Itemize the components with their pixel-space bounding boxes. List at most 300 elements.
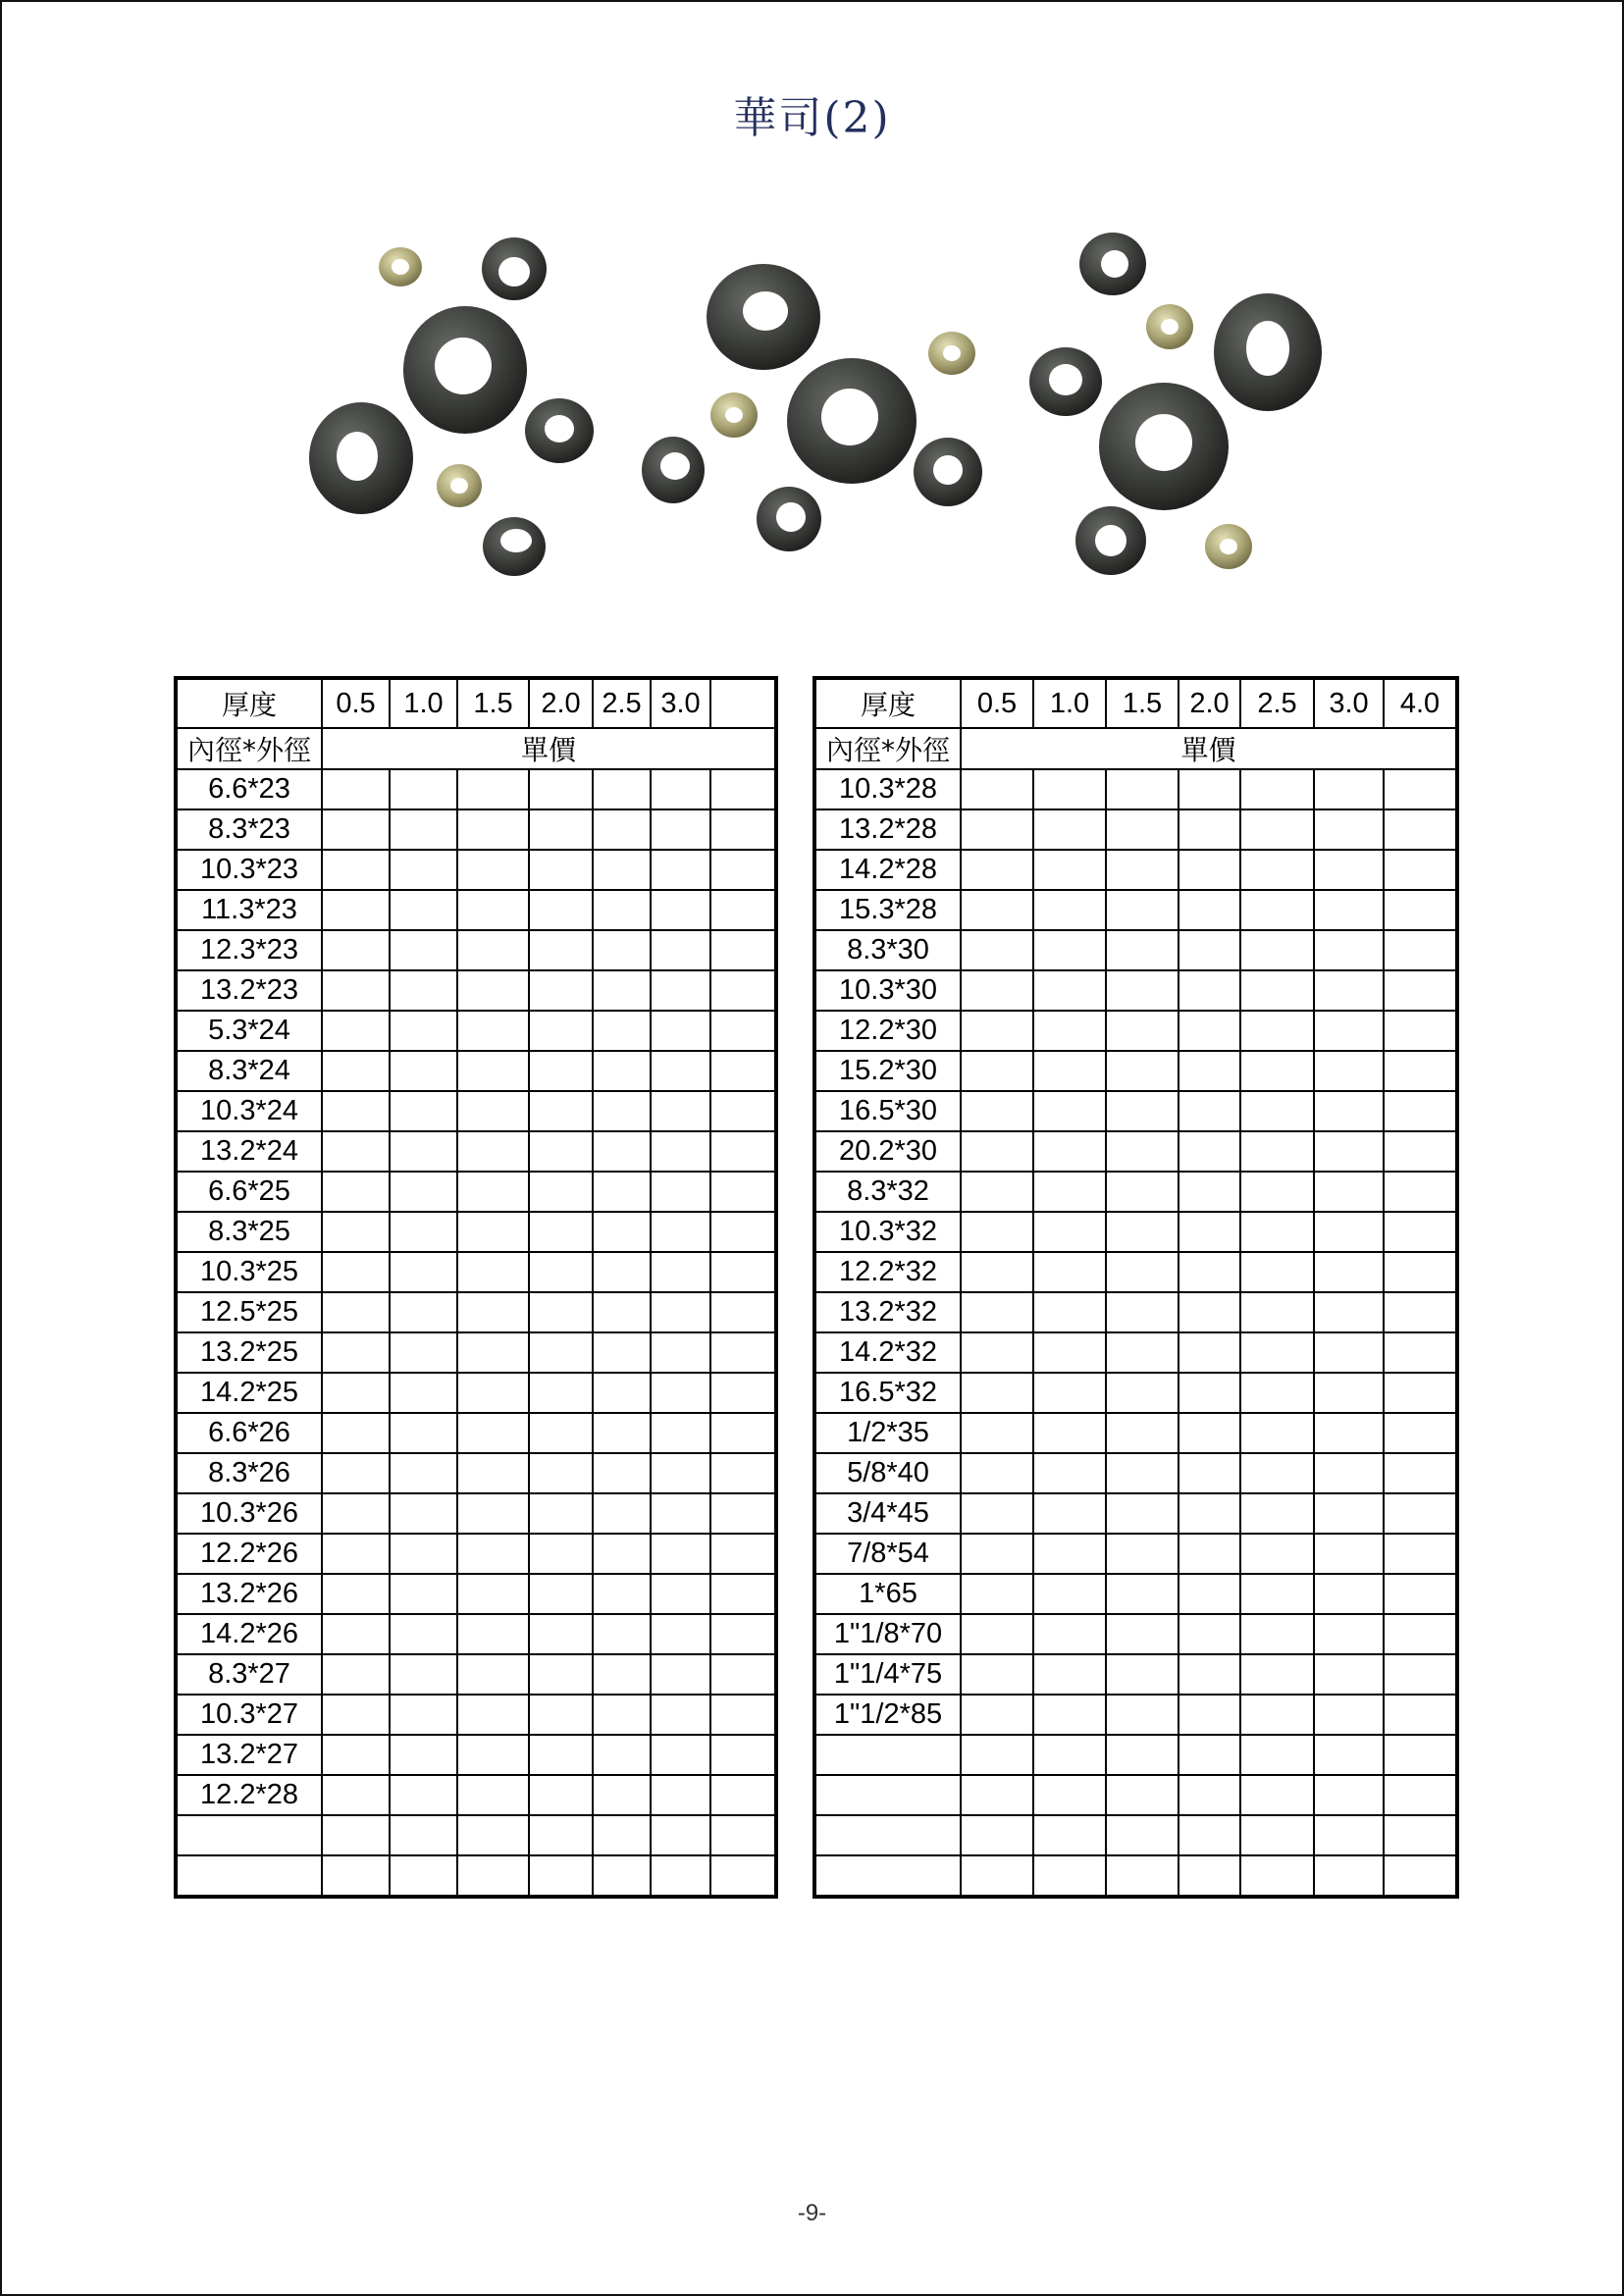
price-cell <box>322 1775 390 1815</box>
price-cell <box>1314 1091 1384 1131</box>
price-cell <box>1240 930 1314 970</box>
price-cell <box>961 1775 1033 1815</box>
size-cell: 1*65 <box>814 1574 961 1614</box>
price-cell <box>651 1051 710 1091</box>
size-cell <box>814 1855 961 1897</box>
table-row <box>814 930 1457 970</box>
price-cell <box>593 850 651 890</box>
price-cell <box>457 1493 529 1534</box>
table-row <box>814 850 1457 890</box>
price-cell <box>529 970 593 1011</box>
price-cell <box>1106 769 1179 809</box>
price-cell <box>593 970 651 1011</box>
price-cell <box>457 970 529 1011</box>
size-cell: 15.2*30 <box>814 1051 961 1091</box>
price-cell <box>1240 1614 1314 1654</box>
price-cell <box>529 850 593 890</box>
price-cell <box>1033 1574 1106 1614</box>
price-cell <box>457 1654 529 1695</box>
thickness-header-cell: 4.0 <box>1384 678 1457 728</box>
price-cell <box>710 809 776 850</box>
table-row <box>176 1735 776 1775</box>
price-cell <box>390 1855 457 1897</box>
price-cell <box>457 890 529 930</box>
thickness-header-cell: 3.0 <box>1314 678 1384 728</box>
thickness-header-cell: 2.5 <box>593 678 651 728</box>
size-cell: 14.2*26 <box>176 1614 322 1654</box>
price-cell <box>651 1332 710 1373</box>
price-cell <box>651 1131 710 1172</box>
price-cell <box>529 1855 593 1897</box>
size-cell: 10.3*28 <box>814 769 961 809</box>
price-cell <box>390 1695 457 1735</box>
price-cell <box>390 1332 457 1373</box>
price-cell <box>1384 1574 1457 1614</box>
price-cell <box>1240 809 1314 850</box>
price-cell <box>593 769 651 809</box>
price-cell <box>710 1855 776 1897</box>
price-cell <box>1384 930 1457 970</box>
price-cell <box>322 1614 390 1654</box>
price-cell <box>322 1373 390 1413</box>
price-cell <box>529 1775 593 1815</box>
size-cell <box>814 1775 961 1815</box>
size-cell: 13.2*32 <box>814 1292 961 1332</box>
table-row <box>176 1855 776 1897</box>
table-row <box>814 1011 1457 1051</box>
price-cell <box>1179 1051 1240 1091</box>
price-cell <box>651 1292 710 1332</box>
price-cell <box>322 850 390 890</box>
table-row <box>814 1091 1457 1131</box>
price-cell <box>1314 1855 1384 1897</box>
price-cell <box>1240 1011 1314 1051</box>
price-cell <box>457 1051 529 1091</box>
price-cell <box>710 1815 776 1855</box>
table-row <box>814 1574 1457 1614</box>
size-cell: 13.2*24 <box>176 1131 322 1172</box>
price-cell <box>710 1131 776 1172</box>
price-cell <box>1384 1815 1457 1855</box>
price-cell <box>390 1614 457 1654</box>
price-cell <box>1179 1695 1240 1735</box>
price-cell <box>529 1292 593 1332</box>
price-cell <box>529 1252 593 1292</box>
price-cell <box>529 769 593 809</box>
price-header-row <box>814 728 1457 769</box>
price-cell <box>1314 1775 1384 1815</box>
price-cell <box>322 1815 390 1855</box>
price-cell <box>457 850 529 890</box>
price-cell <box>457 1373 529 1413</box>
price-cell <box>1033 930 1106 970</box>
price-cell <box>1384 1735 1457 1775</box>
washer-group-right <box>1029 233 1322 575</box>
size-cell: 14.2*25 <box>176 1373 322 1413</box>
price-cell <box>710 1332 776 1373</box>
price-cell <box>1033 1332 1106 1373</box>
price-cell <box>1240 1051 1314 1091</box>
price-cell <box>1240 1413 1314 1453</box>
price-cell <box>457 1011 529 1051</box>
table-row <box>814 1493 1457 1534</box>
table-row <box>814 1051 1457 1091</box>
price-cell <box>651 1534 710 1574</box>
price-cell <box>457 1614 529 1654</box>
price-cell <box>457 1695 529 1735</box>
price-cell <box>1314 809 1384 850</box>
price-cell <box>651 1855 710 1897</box>
size-cell: 10.3*24 <box>176 1091 322 1131</box>
price-cell <box>1106 1855 1179 1897</box>
price-cell <box>457 1212 529 1252</box>
thickness-header-cell: 2.0 <box>1179 678 1240 728</box>
price-cell <box>651 1775 710 1815</box>
price-cell <box>390 1735 457 1775</box>
price-cell <box>710 1695 776 1735</box>
size-cell: 1/2*35 <box>814 1413 961 1453</box>
price-cell <box>651 809 710 850</box>
price-cell <box>1179 1614 1240 1654</box>
price-cell <box>593 1212 651 1252</box>
price-cell <box>457 1735 529 1775</box>
thickness-header-cell: 3.0 <box>651 678 710 728</box>
price-cell <box>961 1212 1033 1252</box>
thickness-header-row <box>814 678 1457 728</box>
price-cell <box>1314 1332 1384 1373</box>
table-row <box>814 1332 1457 1373</box>
price-cell <box>1384 809 1457 850</box>
price-cell <box>1314 1614 1384 1654</box>
price-cell <box>1106 1172 1179 1212</box>
price-cell <box>322 930 390 970</box>
price-cell <box>322 890 390 930</box>
price-cell <box>322 1534 390 1574</box>
price-cell <box>593 1735 651 1775</box>
price-cell <box>529 809 593 850</box>
price-cell <box>651 1252 710 1292</box>
size-cell: 5/8*40 <box>814 1453 961 1493</box>
table-row <box>176 1091 776 1131</box>
size-cell: 1"1/4*75 <box>814 1654 961 1695</box>
price-cell <box>390 1051 457 1091</box>
price-cell <box>710 1172 776 1212</box>
table-row <box>814 1413 1457 1453</box>
thickness-label: 厚度 <box>814 678 961 728</box>
table-row <box>814 769 1457 809</box>
price-cell <box>1033 850 1106 890</box>
size-cell: 13.2*28 <box>814 809 961 850</box>
price-cell <box>1384 970 1457 1011</box>
price-cell <box>1106 809 1179 850</box>
price-cell <box>651 890 710 930</box>
thickness-header-cell: 0.5 <box>961 678 1033 728</box>
price-cell <box>1314 1493 1384 1534</box>
price-cell <box>961 1131 1033 1172</box>
price-cell <box>390 809 457 850</box>
price-cell <box>1384 1172 1457 1212</box>
price-cell <box>1384 1695 1457 1735</box>
price-cell <box>1314 1212 1384 1252</box>
price-cell <box>1033 1172 1106 1212</box>
size-cell: 20.2*30 <box>814 1131 961 1172</box>
price-cell <box>457 1413 529 1453</box>
price-cell <box>322 1493 390 1534</box>
table-row <box>176 970 776 1011</box>
size-cell: 1"1/2*85 <box>814 1695 961 1735</box>
table-row <box>814 1855 1457 1897</box>
price-cell <box>1240 970 1314 1011</box>
price-cell <box>651 930 710 970</box>
price-cell <box>322 1453 390 1493</box>
price-cell <box>390 1212 457 1252</box>
price-cell <box>457 1574 529 1614</box>
price-cell <box>1384 1332 1457 1373</box>
price-cell <box>529 1332 593 1373</box>
thickness-header-cell: 2.0 <box>529 678 593 728</box>
thickness-header-cell: 1.5 <box>457 678 529 728</box>
price-cell <box>457 1172 529 1212</box>
page-number: -9- <box>797 2200 827 2226</box>
price-cell <box>529 1413 593 1453</box>
price-cell <box>1179 1855 1240 1897</box>
price-cell <box>593 1534 651 1574</box>
price-cell <box>961 1453 1033 1493</box>
price-cell <box>390 1815 457 1855</box>
size-cell <box>176 1855 322 1897</box>
price-cell <box>1384 1855 1457 1897</box>
price-cell <box>593 1091 651 1131</box>
size-cell: 12.3*23 <box>176 930 322 970</box>
price-cell <box>710 1453 776 1493</box>
price-cell <box>1106 1574 1179 1614</box>
table-row <box>814 1614 1457 1654</box>
price-cell <box>1033 1292 1106 1332</box>
price-cell <box>961 1654 1033 1695</box>
price-cell <box>710 1534 776 1574</box>
price-cell <box>1179 769 1240 809</box>
price-cell <box>710 1292 776 1332</box>
table-row <box>814 1252 1457 1292</box>
table-row <box>176 1051 776 1091</box>
price-cell <box>1240 1574 1314 1614</box>
price-cell <box>651 769 710 809</box>
size-cell: 13.2*27 <box>176 1735 322 1775</box>
price-cell <box>1240 1695 1314 1735</box>
price-cell <box>961 1855 1033 1897</box>
price-cell <box>1179 1373 1240 1413</box>
size-cell: 13.2*25 <box>176 1332 322 1373</box>
size-label: 內徑*外徑 <box>814 728 961 769</box>
price-cell <box>1240 1735 1314 1775</box>
price-cell <box>651 1574 710 1614</box>
price-cell <box>1240 1252 1314 1292</box>
price-cell <box>1179 1453 1240 1493</box>
price-cell <box>651 1373 710 1413</box>
table-row <box>814 890 1457 930</box>
size-cell: 10.3*30 <box>814 970 961 1011</box>
price-cell <box>1106 1453 1179 1493</box>
price-cell <box>390 1574 457 1614</box>
price-cell <box>1106 850 1179 890</box>
price-cell <box>1240 1534 1314 1574</box>
size-cell <box>176 1815 322 1855</box>
price-cell <box>1106 1815 1179 1855</box>
price-cell <box>710 1373 776 1413</box>
washer-group-middle <box>642 264 982 551</box>
size-cell: 6.6*23 <box>176 769 322 809</box>
price-cell <box>529 1091 593 1131</box>
price-cell <box>593 1775 651 1815</box>
size-cell: 16.5*30 <box>814 1091 961 1131</box>
price-cell <box>593 1413 651 1453</box>
price-cell <box>1106 1292 1179 1332</box>
price-cell <box>1384 1493 1457 1534</box>
table-row <box>814 1172 1457 1212</box>
price-cell <box>322 1332 390 1373</box>
price-cell <box>1033 1855 1106 1897</box>
price-cell <box>1179 1815 1240 1855</box>
price-cell <box>593 1252 651 1292</box>
thickness-header-cell: 1.0 <box>1033 678 1106 728</box>
price-cell <box>710 890 776 930</box>
price-cell <box>1179 1574 1240 1614</box>
price-cell <box>961 1252 1033 1292</box>
price-cell <box>710 1212 776 1252</box>
price-cell <box>1106 1654 1179 1695</box>
price-cell <box>1179 1011 1240 1051</box>
price-table-left <box>174 676 778 1899</box>
price-cell <box>1314 1292 1384 1332</box>
table-row <box>814 1292 1457 1332</box>
price-cell <box>961 890 1033 930</box>
price-cell <box>651 1695 710 1735</box>
size-cell: 14.2*32 <box>814 1332 961 1373</box>
price-cell <box>651 1212 710 1252</box>
size-cell: 8.3*25 <box>176 1212 322 1252</box>
price-cell <box>1106 1493 1179 1534</box>
price-cell <box>961 930 1033 970</box>
price-cell <box>593 1373 651 1413</box>
size-cell: 8.3*24 <box>176 1051 322 1091</box>
price-cell <box>710 1775 776 1815</box>
size-cell: 6.6*26 <box>176 1413 322 1453</box>
price-cell <box>593 1453 651 1493</box>
price-cell <box>457 1775 529 1815</box>
price-cell <box>651 970 710 1011</box>
thickness-header-cell: 1.5 <box>1106 678 1179 728</box>
price-cell <box>1314 1534 1384 1574</box>
size-cell: 12.2*26 <box>176 1534 322 1574</box>
price-cell <box>1240 1172 1314 1212</box>
price-cell <box>961 1051 1033 1091</box>
price-cell <box>1106 1695 1179 1735</box>
price-cell <box>457 1252 529 1292</box>
price-cell <box>651 1735 710 1775</box>
price-cell <box>1033 809 1106 850</box>
table-row <box>814 1654 1457 1695</box>
price-cell <box>390 1453 457 1493</box>
price-cell <box>457 769 529 809</box>
price-cell <box>1384 1453 1457 1493</box>
price-cell <box>1384 1091 1457 1131</box>
price-cell <box>651 850 710 890</box>
price-cell <box>710 1735 776 1775</box>
washer-group-left <box>309 237 594 576</box>
price-cell <box>1033 769 1106 809</box>
price-cell <box>593 1695 651 1735</box>
price-cell <box>1240 769 1314 809</box>
price-cell <box>1384 1051 1457 1091</box>
price-cell <box>1106 1011 1179 1051</box>
table-row <box>176 850 776 890</box>
price-cell <box>651 1614 710 1654</box>
price-cell <box>1179 1292 1240 1332</box>
price-cell <box>457 1855 529 1897</box>
price-cell <box>961 1695 1033 1735</box>
price-cell <box>1033 1493 1106 1534</box>
price-cell <box>593 890 651 930</box>
price-cell <box>961 809 1033 850</box>
price-cell <box>529 1373 593 1413</box>
price-cell <box>529 1011 593 1051</box>
price-cell <box>593 1855 651 1897</box>
price-label: 單價 <box>322 728 776 769</box>
price-cell <box>1240 1654 1314 1695</box>
price-cell <box>529 890 593 930</box>
size-cell: 12.2*32 <box>814 1252 961 1292</box>
price-cell <box>1106 1735 1179 1775</box>
price-cell <box>390 1654 457 1695</box>
size-cell: 7/8*54 <box>814 1534 961 1574</box>
price-cell <box>710 970 776 1011</box>
price-cell <box>1033 1614 1106 1654</box>
price-cell <box>1384 1292 1457 1332</box>
price-cell <box>529 1131 593 1172</box>
size-cell: 8.3*32 <box>814 1172 961 1212</box>
price-cell <box>961 1332 1033 1373</box>
table-row <box>814 970 1457 1011</box>
size-cell <box>814 1735 961 1775</box>
price-cell <box>1106 1252 1179 1292</box>
size-cell: 8.3*27 <box>176 1654 322 1695</box>
thickness-header-cell <box>710 678 776 728</box>
price-cell <box>1240 1815 1314 1855</box>
price-cell <box>322 1695 390 1735</box>
table-row <box>176 1252 776 1292</box>
price-cell <box>1384 1614 1457 1654</box>
price-cell <box>1106 970 1179 1011</box>
size-cell: 12.5*25 <box>176 1292 322 1332</box>
price-cell <box>1240 850 1314 890</box>
price-cell <box>1033 970 1106 1011</box>
table-row <box>176 1534 776 1574</box>
size-cell: 5.3*24 <box>176 1011 322 1051</box>
table-row <box>176 809 776 850</box>
price-cell <box>651 1453 710 1493</box>
price-cell <box>710 1252 776 1292</box>
washers-photo-icon <box>296 223 1336 596</box>
price-cell <box>1106 1614 1179 1654</box>
size-cell: 1"1/8*70 <box>814 1614 961 1654</box>
price-cell <box>322 1051 390 1091</box>
price-cell <box>1179 1493 1240 1534</box>
price-cell <box>1106 1373 1179 1413</box>
thickness-label: 厚度 <box>176 678 322 728</box>
price-cell <box>390 769 457 809</box>
table-row <box>814 1775 1457 1815</box>
price-cell <box>1106 1091 1179 1131</box>
